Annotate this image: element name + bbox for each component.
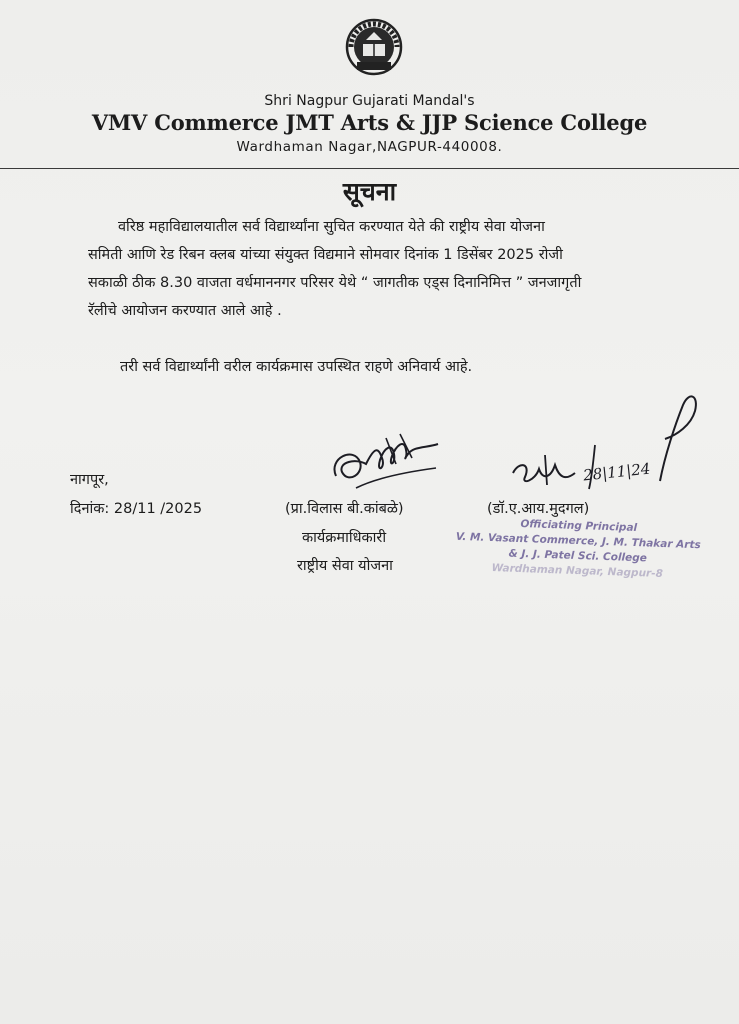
college-emblem-icon xyxy=(343,18,405,76)
college-address: Wardhaman Nagar,NAGPUR-440008. xyxy=(236,139,503,155)
place: नागपूर, xyxy=(70,472,109,488)
notice-line: रॅलीचे आयोजन करण्यात आले आहे . xyxy=(88,303,282,319)
principal-stamp xyxy=(447,514,709,583)
notice-date: दिनांक: 28/11 /2025 xyxy=(70,501,203,517)
signature-1-icon xyxy=(326,428,446,498)
college-name: VMV Commerce JMT Arts & JJP Science College xyxy=(91,110,648,135)
notice-line: समिती आणि रेड रिबन क्लब यांच्या संयुक्त विद्यमाने सोमवार दिनांक 1 डिसेंबर 2025 रोजी xyxy=(88,247,563,263)
stamp-line: V. M. Vasant Commerce, J. M. Thakar Arts xyxy=(455,530,701,552)
signatory-1-role: कार्यक्रमाधिकारी xyxy=(302,530,387,546)
stamp-line: & J. J. Patel Sci. College xyxy=(508,547,648,565)
signatory-1-name: (प्रा.विलास बी.कांबळे) xyxy=(285,501,404,517)
notice-instruction: तरी सर्व विद्यार्थ्यांनी वरील कार्यक्रमास उपस्थित राहणे अनिवार्य आहे. xyxy=(120,359,473,375)
notice-line: सकाळी ठीक 8.30 वाजता वर्धमाननगर परिसर येथे “ जागतीक एड्स दिनानिमित्त ” जनजागृती xyxy=(88,275,582,291)
signatory-2-name: (डॉ.ए.आय.मुदगल) xyxy=(487,501,590,517)
notice-paragraph xyxy=(88,213,654,325)
stamp-line: Wardhaman Nagar, Nagpur-8 xyxy=(491,562,664,580)
header-divider xyxy=(0,168,739,169)
signature-2-handwritten-date: 28|11|24 xyxy=(582,459,652,485)
notice-title: सूचना xyxy=(342,177,397,206)
signatory-1-organization: राष्ट्रीय सेवा योजना xyxy=(297,558,393,574)
stamp-line: Officiating Principal xyxy=(520,517,638,535)
organization-subtitle: Shri Nagpur Gujarati Mandal's xyxy=(264,93,475,109)
notice-line: वरिष्ठ महाविद्यालयातील सर्व विद्यार्थ्यांना सुचित करण्यात येते की राष्ट्रीय सेवा योजना xyxy=(118,219,545,235)
